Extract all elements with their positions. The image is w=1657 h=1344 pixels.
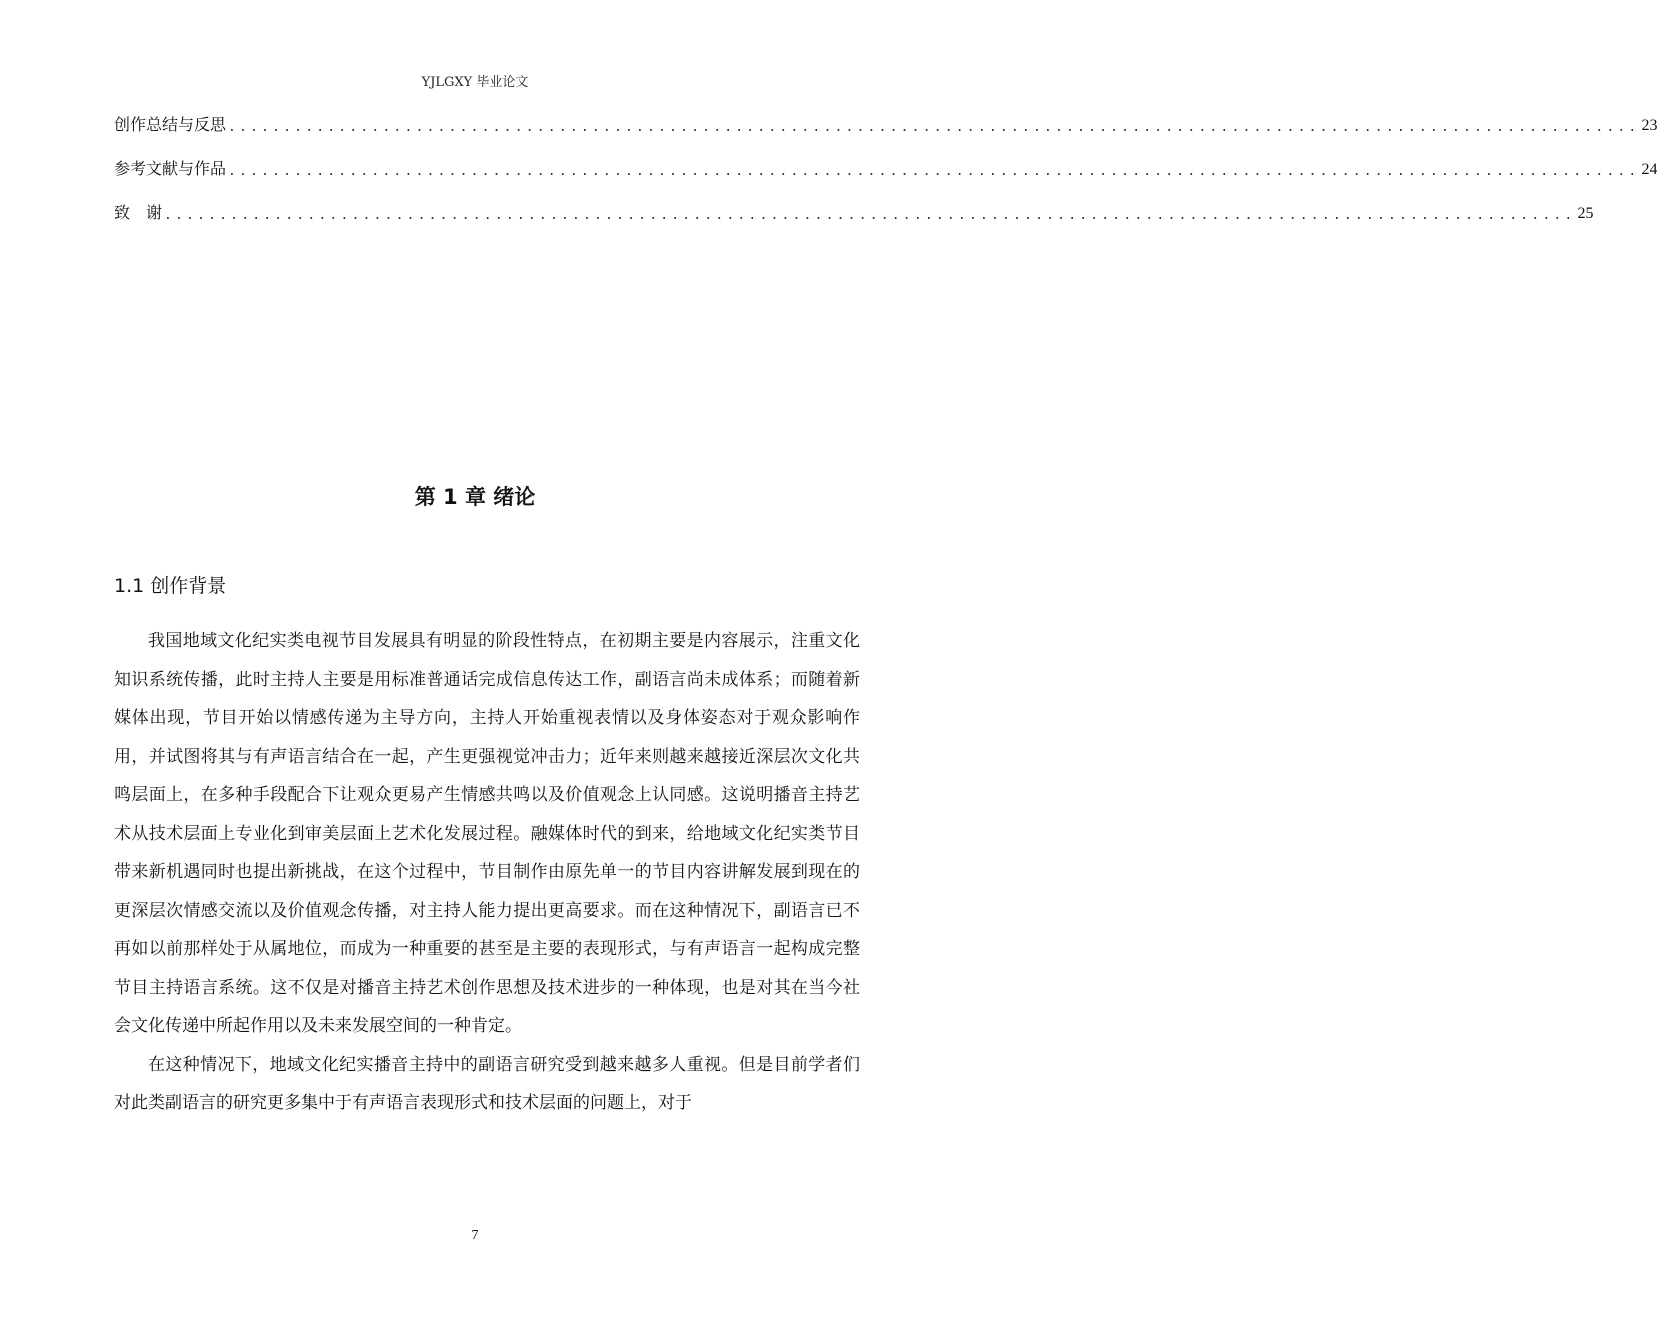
toc-entry [114,113,1657,135]
toc-leader-dots: ................................................................................................................................ [164,208,1576,223]
toc-entry [114,201,1594,223]
chapter-title: 第 1 章 绪论 [414,485,536,509]
toc-leader-dots: ................................................................................................................................ [228,164,1640,179]
toc-leader-dots: ................................................................................................................................ [228,120,1640,135]
toc-entry [114,157,1657,179]
running-header: YJLGXY 毕业论文 [421,75,529,90]
body-text [114,622,860,1123]
toc-entry-label: 致 谢 [114,203,163,222]
toc-entry-label: 参考文献与作品 [114,159,227,178]
toc-entry-page: 25 [1577,205,1594,222]
paragraph: 在这种情况下，地域文化纪实播音主持中的副语言研究受到越来越多人重视。但是目前学者们对此类副语言的研究更多集中于有声语言表现形式和技术层面的问题上，对于 [114,1054,860,1113]
section-heading: 1.1 创作背景 [114,575,227,597]
toc-entry-label: 创作总结与反思 [114,115,227,134]
toc-entry-page: 23 [1641,117,1657,134]
page-number: 7 [471,1228,479,1243]
table-of-contents [114,113,1657,245]
toc-entry-page: 24 [1641,161,1657,178]
paragraph: 我国地域文化纪实类电视节目发展具有明显的阶段性特点，在初期主要是内容展示，注重文化知识系统传播，此时主持人主要是用标准普通话完成信息传达工作，副语言尚未成体系；而随着新媒体出现，节目开始以情感传递为主导方向，主持人开始重视表情以及身体姿态对于观众影响作用，并试图将其与有声语言结合在一起，产生更强视觉冲击力；近年来则越来越接近深层次文化共鸣层面上，在多种手段配合下让观众更易产生情感共鸣以及价值观念上认同感。这说明播音主持艺术从技术层面上专业化到审美层面上艺术化发展过程。融媒体时代的到来，给地域文化纪实类节目带来新机遇同时也提出新挑战，在这个过程中，节目制作由原先单一的节目内容讲解发展到现在的更深层次情感交流以及价值观念传播，对主持人能力提出更高要求。而在这种情况下，副语言已不再如以前那样处于从属地位，而成为一种重要的甚至是主要的表现形式，与有声语言一起构成完整节目主持语言系统。这不仅是对播音主持艺术创作思想及技术进步的一种体现，也是对其在当今社会文化传递中所起作用以及未来发展空间的一种肯定。 [114,631,860,1036]
